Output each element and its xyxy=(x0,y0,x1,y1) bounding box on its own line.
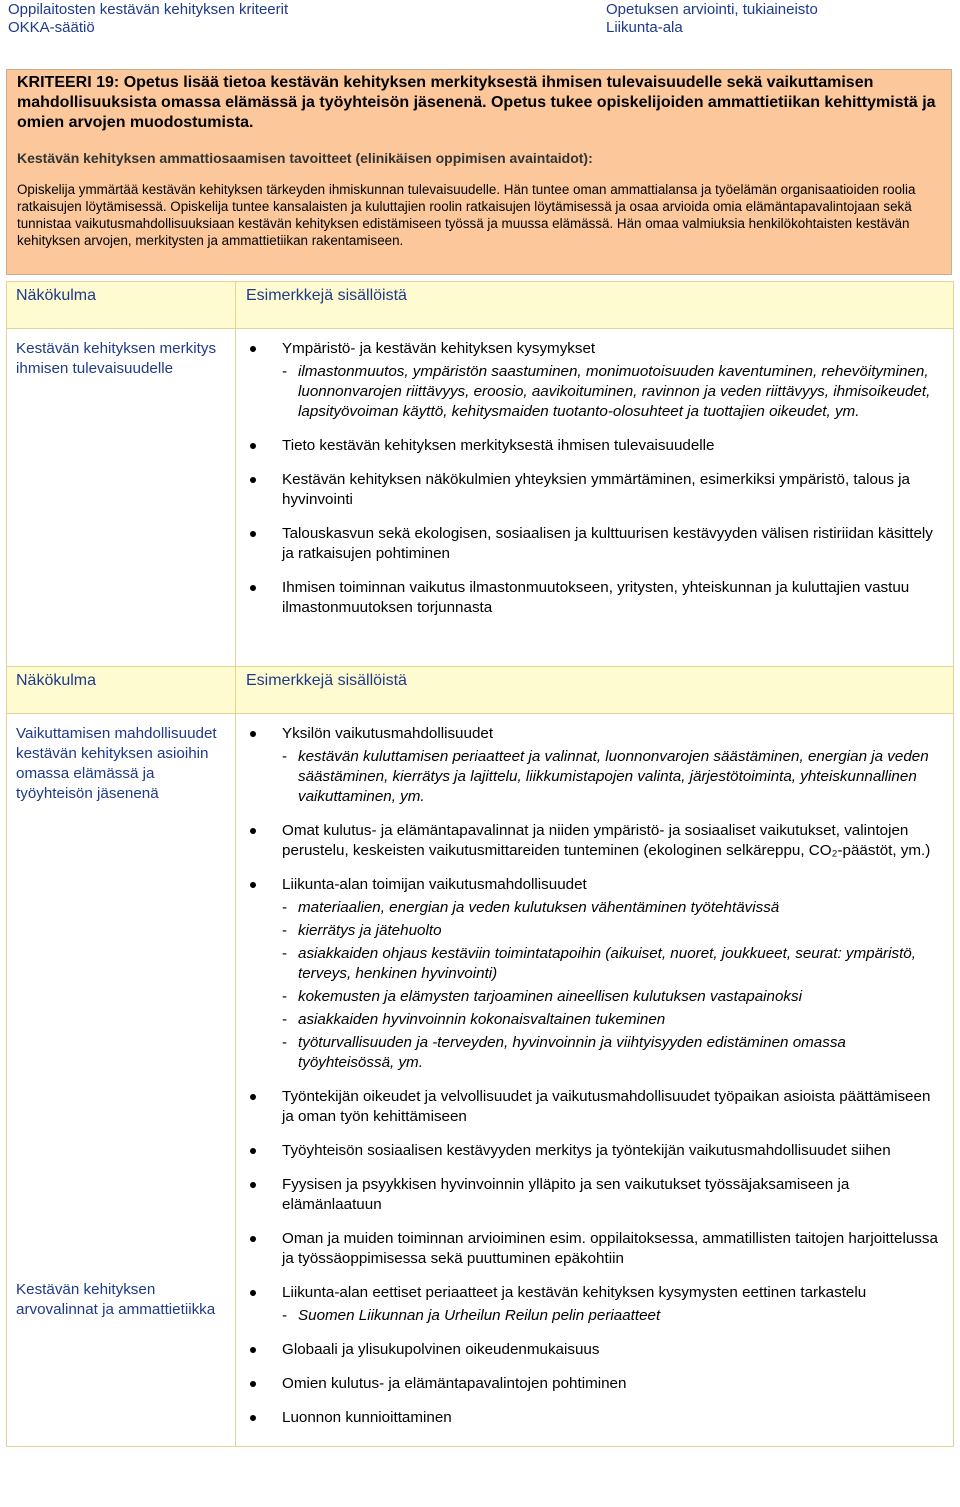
content-table xyxy=(6,281,954,1447)
example-text: Liikunta-alan toimijan vaikutusmahdollisuudet xyxy=(282,876,587,893)
example-text: Luonnon kunnioittaminen xyxy=(282,1409,452,1426)
criterion-description: Opiskelija ymmärtää kestävän kehityksen tärkeyden ihmiskunnan tulevaisuudelle. Hän tuntee oman ammattialansa ja työelämän organisaatioiden roolia ratkaisujen löytämisessä. Opiskelija tuntee kansalaisten ja kuluttajien roolin ratkaisujen löytämisessä ja osaa arvioida omia elämäntapavalintojaan sekä tunnistaa vaikutusmahdollisuuksiaan kestävän kehityksen edistämiseen työssä ja muussa elämässä. Hän omaa valmiuksia henkilökohtaisten kestävän kehityksen arvojen, merkitysten ja ammattietiikan rakentamiseen. xyxy=(17,182,916,248)
criterion-goals-heading: Kestävän kehityksen ammattiosaamisen tavoitteet (elinikäisen oppimisen avaintaidot): xyxy=(17,150,593,166)
bullet-icon xyxy=(250,1415,256,1421)
example-item xyxy=(246,724,943,807)
perspective-heading: Näkökulma xyxy=(16,672,97,689)
dash-icon: - xyxy=(282,945,288,962)
section-body-row xyxy=(7,329,954,667)
bullet-icon xyxy=(250,882,256,888)
bullet-icon xyxy=(250,531,256,537)
examples-column-header xyxy=(236,667,954,714)
sub-example-list xyxy=(282,747,943,807)
sub-example-item xyxy=(282,944,943,984)
example-item xyxy=(246,1408,943,1428)
example-text: Työyhteisön sosiaalisen kestävyyden merkitys ja työntekijän vaikutusmahdollisuudet siihen xyxy=(282,1142,891,1159)
examples-list xyxy=(246,339,943,618)
example-item xyxy=(246,1229,943,1269)
example-text: Ihmisen toiminnan vaikutus ilmastonmuutokseen, yritysten, yhteiskunnan ja kuluttajien vastuu ilmastonmuutoksen torjunnasta xyxy=(282,579,910,616)
sub-example-item xyxy=(282,1306,943,1326)
example-item xyxy=(246,1283,943,1326)
example-item xyxy=(246,339,943,422)
perspective-column-header xyxy=(7,282,236,329)
example-text: Fyysisen ja psyykkisen hyvinvoinnin ylläpito ja sen vaikutukset työssäjaksamiseen ja elämänlaatuun xyxy=(282,1176,850,1213)
examples-column-header xyxy=(236,282,954,329)
example-text: Liikunta-alan eettiset periaatteet ja kestävän kehityksen kysymysten eettinen tarkastelu xyxy=(282,1284,867,1301)
bullet-icon xyxy=(250,1236,256,1242)
example-item xyxy=(246,578,943,618)
examples-heading: Esimerkkejä sisällöistä xyxy=(246,672,407,689)
dash-icon: - xyxy=(282,899,288,916)
criterion-title: KRITEERI 19: Opetus lisää tietoa kestävän kehityksen merkityksestä ihmisen tulevaisuudelle sekä vaikuttamisen mahdollisuuksista omassa elämässä ja työyhteisön jäsenenä. Opetus tukee opiskelijoiden ammattietiikan kehittymistä ja omien arvojen muodostumista. xyxy=(17,74,936,131)
example-text: Ympäristö- ja kestävän kehityksen kysymykset xyxy=(282,340,596,357)
sub-example-text: kierrätys ja jätehuolto xyxy=(298,922,442,939)
example-item xyxy=(246,436,943,456)
bullet-icon xyxy=(250,1290,256,1296)
sub-example-list xyxy=(282,362,943,422)
dash-icon: - xyxy=(282,1307,288,1324)
bullet-icon xyxy=(250,585,256,591)
perspective-title: Vaikuttamisen mahdollisuudet kestävän kehityksen asioihin omassa elämässä ja työyhteisön jäsenenä xyxy=(16,725,217,802)
dash-icon: - xyxy=(282,988,288,1005)
dash-icon: - xyxy=(282,1011,288,1028)
sub-example-text: Suomen Liikunnan ja Urheilun Reilun pelin periaatteet xyxy=(298,1307,661,1324)
perspective-heading: Näkökulma xyxy=(16,287,97,304)
dash-icon: - xyxy=(282,748,288,765)
sub-example-text: ilmastonmuutos, ympäristön saastuminen, monimuotoisuuden kaventuminen, rehevöityminen, luonnonvarojen riittävyys, eroosio, aavikoituminen, ravinnon ja veden riittävyys, ihmisoikeudet, lapsityövoiman käyttö, kehitysmaiden tuotanto-olosuhteet ja tuottajien oikeudet, ym. xyxy=(298,363,931,420)
example-item xyxy=(246,875,943,1073)
examples-cell xyxy=(236,714,954,1447)
bullet-icon xyxy=(250,1094,256,1100)
section-body-row xyxy=(7,714,954,1447)
sub-example-item xyxy=(282,362,943,422)
bullet-icon xyxy=(250,477,256,483)
sub-example-list xyxy=(282,1306,943,1326)
perspective-cell xyxy=(7,329,236,667)
example-text: Tieto kestävän kehityksen merkityksestä ihmisen tulevaisuudelle xyxy=(282,437,715,454)
example-text: Yksilön vaikutusmahdollisuudet xyxy=(282,725,494,742)
header-org-title: Oppilaitosten kestävän kehityksen kriteerit xyxy=(8,1,289,18)
sub-example-text: kestävän kuluttamisen periaatteet ja valinnat, luonnonvarojen säästäminen, energian ja veden säästäminen, kierrätys ja lajittelu, liikkumistapojen valinta, järjestötoiminta, yhteiskunnallinen vaikuttaminen, ym. xyxy=(298,748,929,805)
example-item xyxy=(246,821,943,861)
sub-example-item xyxy=(282,747,943,807)
example-text: Globaali ja ylisukupolvinen oikeudenmukaisuus xyxy=(282,1341,600,1358)
bullet-icon xyxy=(250,443,256,449)
sub-example-text: asiakkaiden hyvinvoinnin kokonaisvaltainen tukeminen xyxy=(298,1011,666,1028)
page-header xyxy=(0,0,960,40)
examples-heading: Esimerkkejä sisällöistä xyxy=(246,287,407,304)
perspective-cell xyxy=(7,714,236,1447)
sub-example-item xyxy=(282,898,943,918)
header-org-name: OKKA-säätiö xyxy=(8,19,95,36)
bullet-icon xyxy=(250,1182,256,1188)
perspective-column-header xyxy=(7,667,236,714)
bullet-icon xyxy=(250,731,256,737)
perspective-title: Kestävän kehityksen merkitys ihmisen tulevaisuudelle xyxy=(16,340,217,377)
dash-icon: - xyxy=(282,922,288,939)
sub-example-item xyxy=(282,1033,943,1073)
example-item xyxy=(246,524,943,564)
example-text: Työntekijän oikeudet ja velvollisuudet ja vaikutusmahdollisuudet työpaikan asioista päättämiseen ja oman työn kehittämiseen xyxy=(282,1088,931,1125)
bullet-icon xyxy=(250,1381,256,1387)
bullet-icon xyxy=(250,1347,256,1353)
example-item xyxy=(246,1141,943,1161)
example-text: Omien kulutus- ja elämäntapavalintojen pohtiminen xyxy=(282,1375,627,1392)
bullet-icon xyxy=(250,346,256,352)
sub-example-item xyxy=(282,1010,943,1030)
example-item xyxy=(246,470,943,510)
sub-example-text: asiakkaiden ohjaus kestäviin toimintatapoihin (aikuiset, nuoret, joukkueet, seurat: ympäristö, terveys, henkinen hyvinvointi) xyxy=(298,945,916,982)
sub-example-text: kokemusten ja elämysten tarjoaminen aineellisen kulutuksen vastapainoksi xyxy=(298,988,802,1005)
sub-example-item xyxy=(282,921,943,941)
examples-cell xyxy=(236,329,954,667)
example-item xyxy=(246,1374,943,1394)
example-text: Omat kulutus- ja elämäntapavalinnat ja niiden ympäristö- ja sosiaaliset vaikutukset, valintojen perustelu, keskeisten vaikutusmittareiden tunteminen (ekologinen selkäreppu, CO₂-päästöt, ym.) xyxy=(282,822,931,859)
dash-icon: - xyxy=(282,1034,288,1051)
perspective-title: Kestävän kehityksen arvovalinnat ja ammattietiikka xyxy=(16,1281,216,1318)
header-doc-title: Opetuksen arviointi, tukiaineisto xyxy=(606,1,818,18)
header-field: Liikunta-ala xyxy=(606,19,683,36)
example-text: Kestävän kehityksen näkökulmien yhteyksien ymmärtäminen, esimerkiksi ympäristö, talous ja hyvinvointi xyxy=(282,471,911,508)
section-header-row xyxy=(7,282,954,329)
dash-icon: - xyxy=(282,363,288,380)
example-text: Oman ja muiden toiminnan arvioiminen esim. oppilaitoksessa, ammatillisten taitojen harjoittelussa ja työssäoppimisessa sekä puuttuminen epäkohtiin xyxy=(282,1230,938,1267)
sub-example-list xyxy=(282,898,943,1073)
sub-example-text: materiaalien, energian ja veden kulutuksen vähentäminen työtehtävissä xyxy=(298,899,780,916)
criterion-box xyxy=(6,69,952,275)
example-text: Talouskasvun sekä ekologisen, sosiaalisen ja kulttuurisen kestävyyden välisen ristiriidan käsittely ja ratkaisujen pohtiminen xyxy=(282,525,933,562)
bullet-icon xyxy=(250,828,256,834)
example-item xyxy=(246,1340,943,1360)
example-item xyxy=(246,1175,943,1215)
sub-example-text: työturvallisuuden ja -terveyden, hyvinvoinnin ja viihtyisyyden edistäminen omassa työyhteisössä, ym. xyxy=(298,1034,846,1071)
example-item xyxy=(246,1087,943,1127)
sub-example-item xyxy=(282,987,943,1007)
bullet-icon xyxy=(250,1148,256,1154)
section-header-row xyxy=(7,667,954,714)
examples-list xyxy=(246,724,943,1428)
